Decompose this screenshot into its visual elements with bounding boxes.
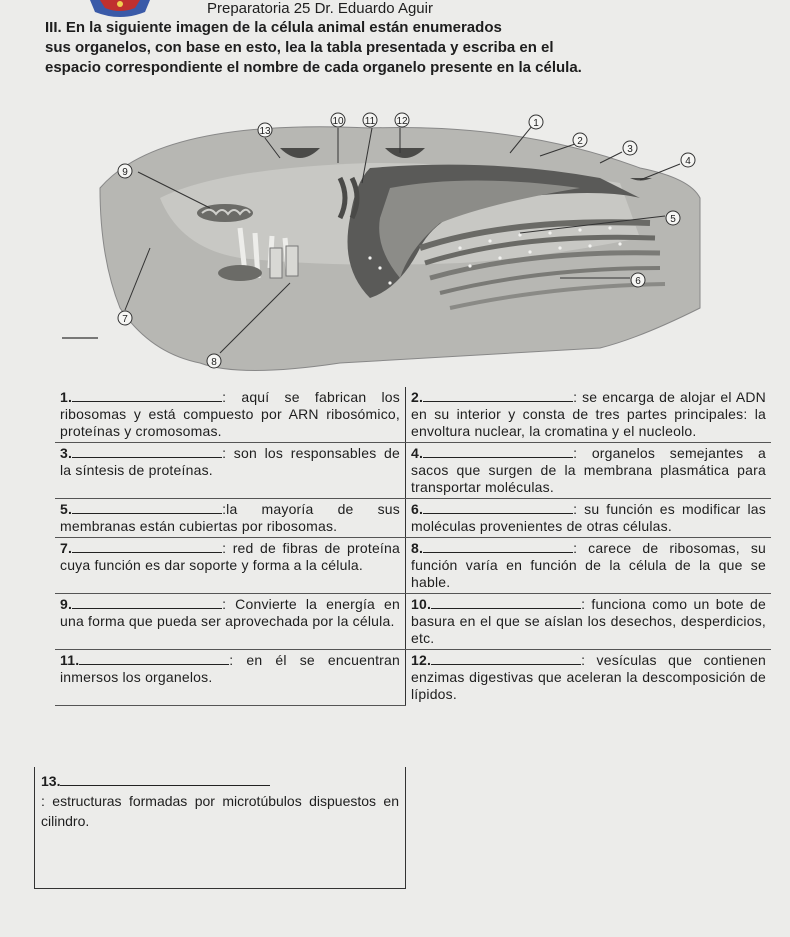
answer-blank-10[interactable]	[431, 596, 581, 609]
answer-blank-1[interactable]	[72, 389, 222, 402]
label-2: 2	[577, 136, 583, 147]
answer-blank-2[interactable]	[423, 389, 573, 402]
answer-blank-7[interactable]	[72, 540, 222, 553]
question-10: 10. : funciona como un bote de basura en el que se aíslan los desechos, desperdicios, etc.	[406, 594, 772, 650]
answer-blank-3[interactable]	[72, 445, 222, 458]
answer-blank-6[interactable]	[423, 501, 573, 514]
label-8: 8	[211, 357, 217, 368]
question-8: 8. : carece de ribosomas, su función varía en función de la célula de la que se hable.	[406, 538, 772, 594]
question-3: 3. : son los responsables de la síntesis de proteínas.	[55, 443, 406, 499]
label-11: 11	[364, 116, 376, 127]
answer-blank-11[interactable]	[79, 652, 229, 665]
question-13: 13. : estructuras formadas por microtúbulos dispuestos en cilindro.	[34, 767, 406, 889]
answer-blank-9[interactable]	[72, 596, 222, 609]
school-logo	[85, 0, 155, 20]
label-5: 5	[670, 214, 676, 225]
label-9: 9	[122, 167, 128, 178]
label-4: 4	[685, 156, 691, 167]
question-5: 5. :la mayoría de sus membranas están cubiertas por ribosomas.	[55, 499, 406, 538]
school-name: Preparatoria 25 Dr. Eduardo Aguir	[207, 0, 433, 17]
instructions-line-2: sus organelos, con base en esto, lea la tabla presentada y escriba en el	[45, 39, 554, 56]
question-1: 1. : aquí se fabrican los ribosomas y está compuesto por ARN ribosómico, proteínas y cromosomas.	[55, 387, 406, 443]
answer-blank-5[interactable]	[72, 501, 222, 514]
animal-cell-diagram	[40, 108, 760, 378]
answer-blank-13[interactable]	[60, 773, 270, 786]
label-12: 12	[396, 116, 408, 127]
label-1: 1	[533, 118, 539, 129]
answer-blank-4[interactable]	[423, 445, 573, 458]
question-4: 4. : organelos semejantes a sacos que surgen de la membrana plasmática para transportar moléculas.	[406, 443, 772, 499]
label-10: 10	[332, 116, 344, 127]
question-2: 2. : se encarga de alojar el ADN en su interior y consta de tres partes principales: la envoltura nuclear, la cromatina y el nucleolo.	[406, 387, 772, 443]
answer-blank-8[interactable]	[423, 540, 573, 553]
label-3: 3	[627, 144, 633, 155]
question-7: 7. : red de fibras de proteína cuya función es dar soporte y forma a la célula.	[55, 538, 406, 594]
label-13: 13	[259, 126, 271, 137]
question-6: 6. : su función es modificar las moléculas provenientes de otras células.	[406, 499, 772, 538]
instructions-line-3: espacio correspondiente el nombre de cada organelo presente en la célula.	[45, 59, 582, 76]
question-12: 12. : vesículas que contienen enzimas digestivas que aceleran la descomposición de lípidos.	[411, 652, 766, 702]
answer-blank-12[interactable]	[431, 652, 581, 665]
label-7: 7	[122, 314, 128, 325]
question-11: 11. : en él se encuentran inmersos los organelos.	[55, 650, 406, 706]
question-9: 9. : Convierte la energía en una forma que pueda ser aprovechada por la célula.	[55, 594, 406, 650]
instructions	[42, 18, 722, 78]
instructions-line-1: III. En la siguiente imagen de la célula animal están enumerados	[45, 19, 502, 36]
label-6: 6	[635, 276, 641, 287]
organelle-table	[55, 387, 771, 706]
